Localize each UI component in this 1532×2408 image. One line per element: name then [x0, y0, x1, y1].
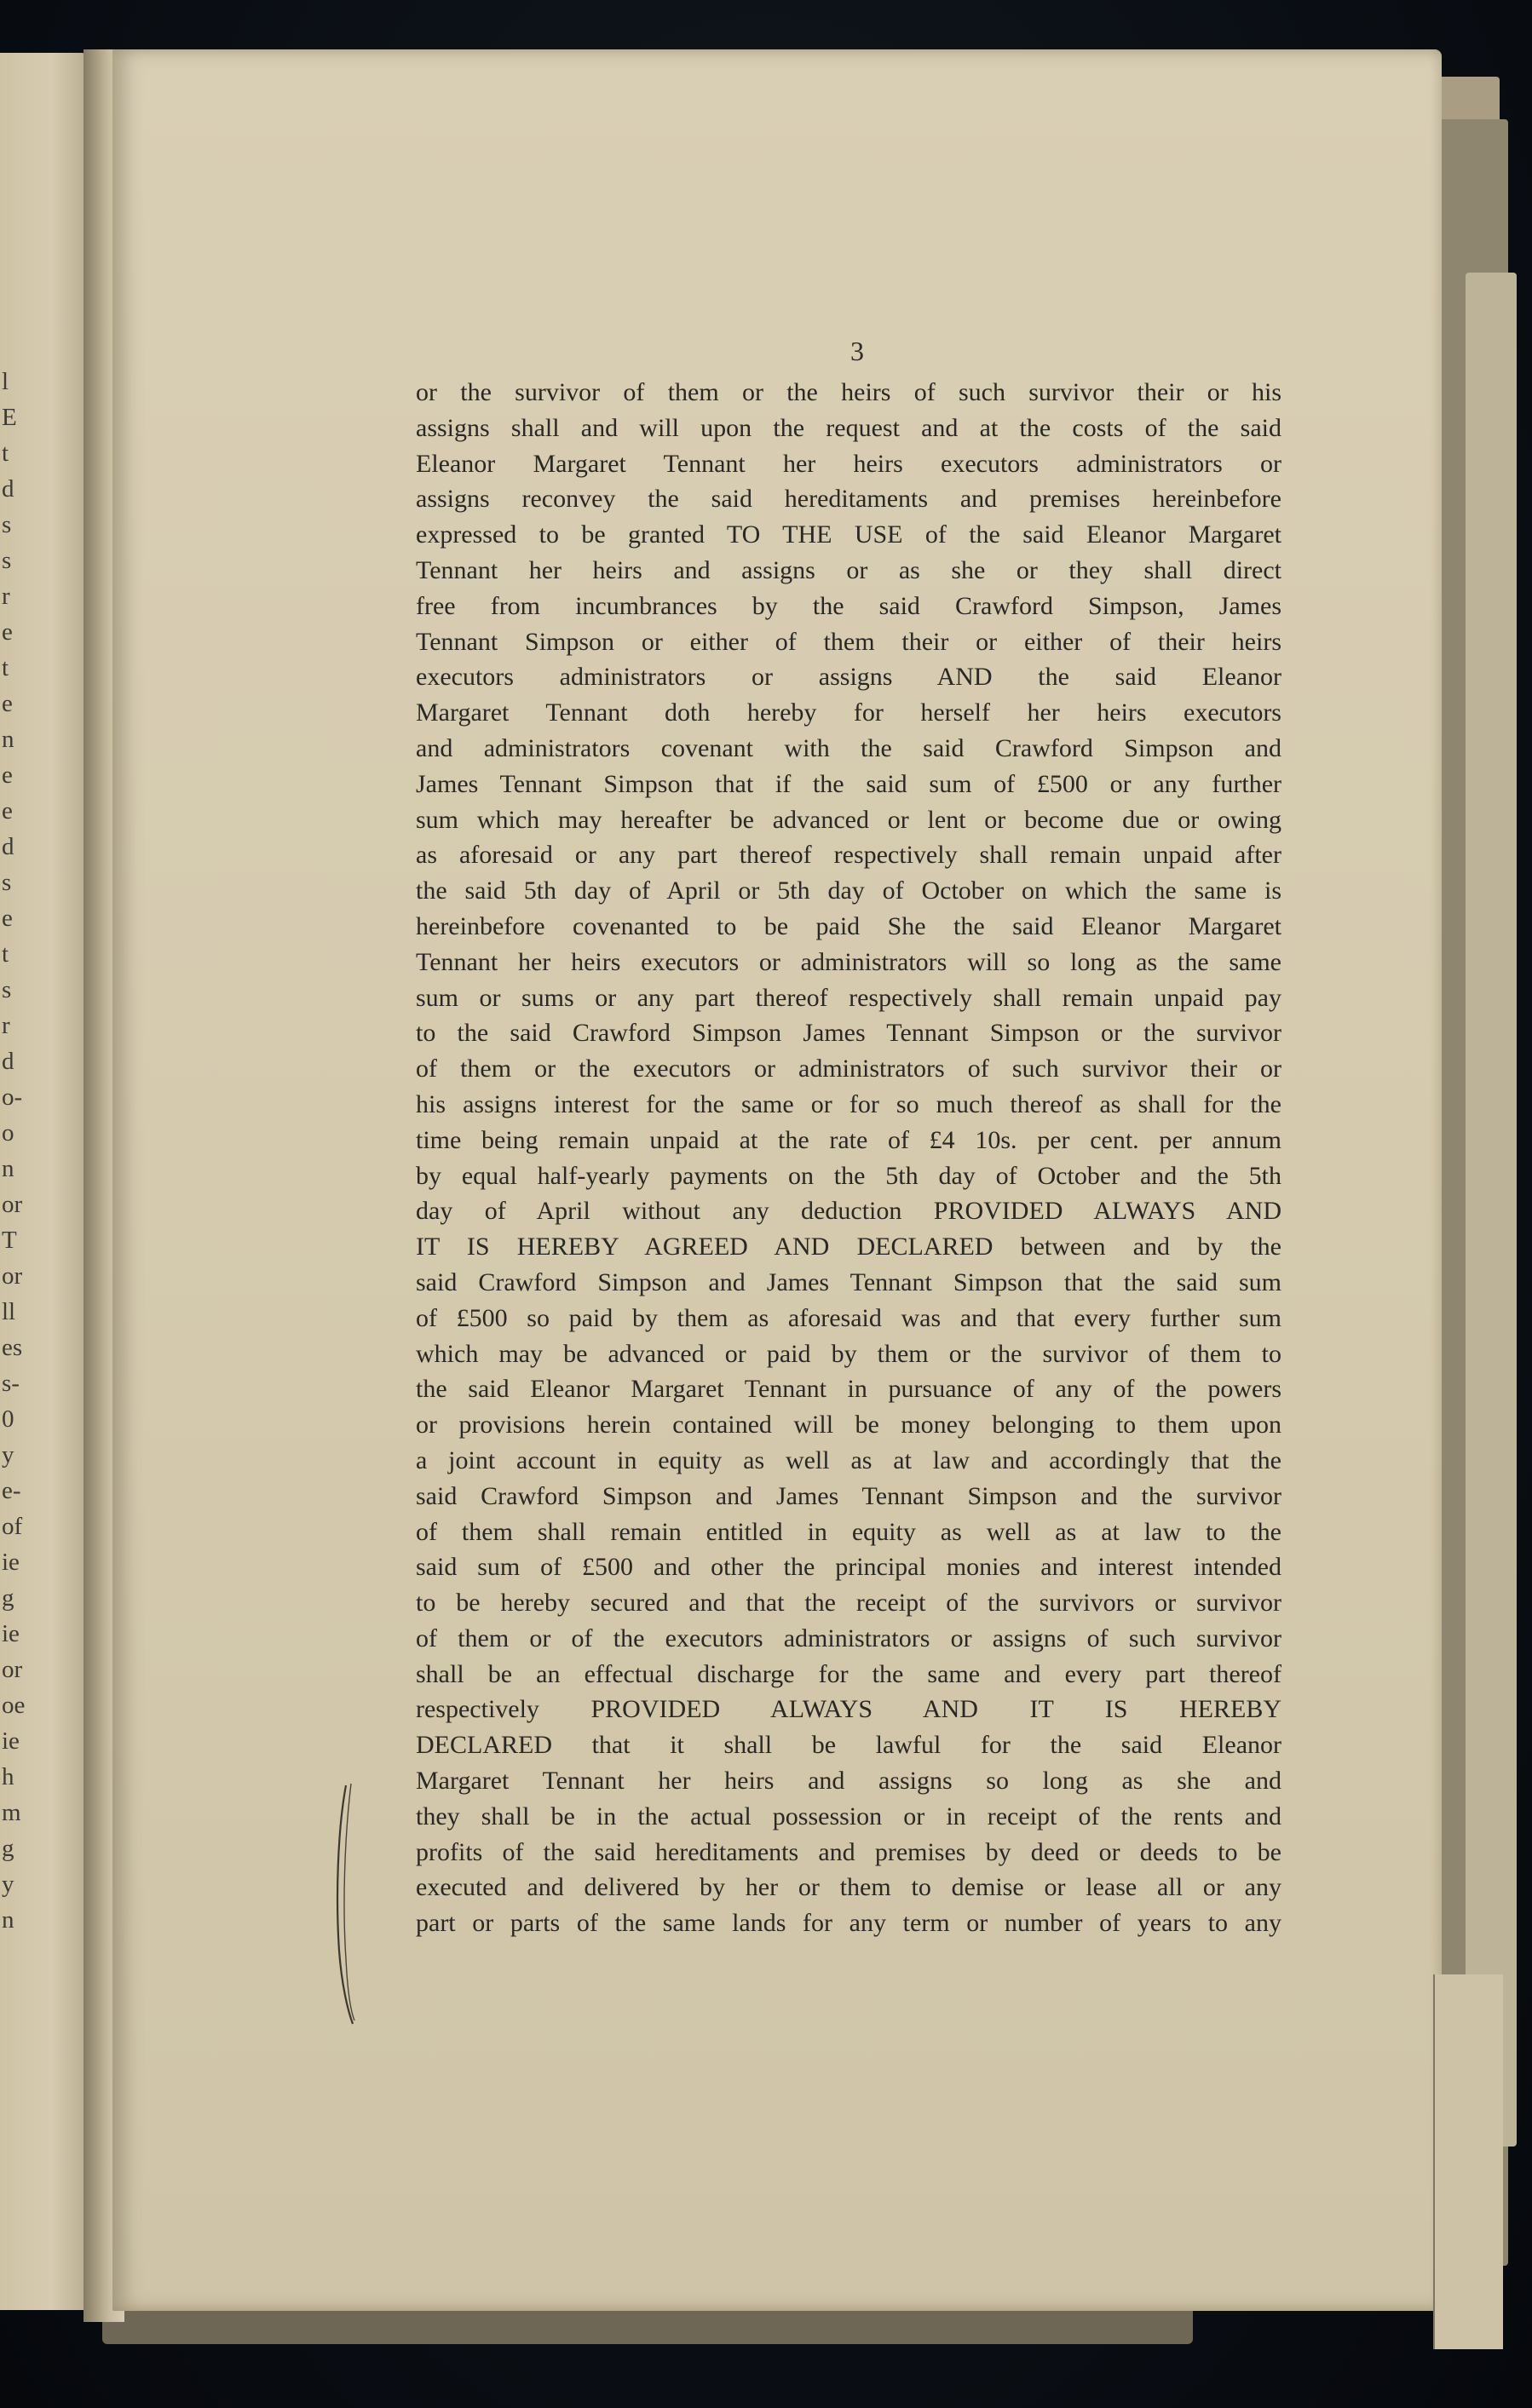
- left-page-fragment: ie: [2, 1727, 20, 1755]
- left-page-fragment: r: [2, 583, 10, 610]
- text-line: Tennant her heirs and assigns or as she or they shall direct: [416, 555, 1281, 584]
- text-line: of £500 so paid by them as aforesaid was and that every further sum: [416, 1303, 1281, 1332]
- text-line: the said Eleanor Margaret Tennant in pursuance of any of the powers: [416, 1375, 1281, 1404]
- text-line: and administrators covenant with the said Crawford Simpson and: [416, 733, 1281, 762]
- left-page-fragment: d: [2, 475, 14, 503]
- left-page-fragment: t: [2, 940, 9, 968]
- text-line: expressed to be granted TO THE USE of the said Eleanor Margaret: [416, 520, 1281, 549]
- left-page-fragment: h: [2, 1763, 14, 1790]
- left-page-fragment: t: [2, 440, 9, 467]
- text-line: to the said Crawford Simpson James Tennant Simpson or the survivor: [416, 1019, 1281, 1048]
- text-line: or the survivor of them or the heirs of such survivor their or his: [416, 378, 1281, 406]
- left-page-remnant: [0, 53, 87, 2310]
- page-number: 3: [850, 336, 864, 366]
- text-line: which may be advanced or paid by them or the survivor of them to: [416, 1339, 1281, 1368]
- text-line: DECLARED that it shall be lawful for the said Eleanor: [416, 1731, 1281, 1760]
- left-page-fragment: T: [2, 1227, 17, 1254]
- text-line: day of April without any deduction PROVIDED ALWAYS AND: [416, 1197, 1281, 1226]
- left-page-fragment: g: [2, 1835, 14, 1862]
- text-line: said sum of £500 and other the principal monies and interest intended: [416, 1553, 1281, 1582]
- page-tab-strip: [1433, 1974, 1503, 2349]
- text-line: of them shall remain entitled in equity as well as at law to the: [416, 1517, 1281, 1546]
- left-page-fragment: e: [2, 905, 13, 932]
- left-page-fragment: or: [2, 1191, 23, 1218]
- left-page-fragment: es: [2, 1334, 23, 1361]
- text-line: a joint account in equity as well as at law and accordingly that the: [416, 1445, 1281, 1474]
- left-page-fragment: l: [2, 368, 9, 395]
- text-line: or provisions herein contained will be money belonging to them upon: [416, 1411, 1281, 1440]
- left-page-fragment: e-: [2, 1477, 21, 1504]
- text-line: James Tennant Simpson that if the said sum of £500 or any further: [416, 769, 1281, 798]
- left-page-fragment: y: [2, 1871, 14, 1898]
- text-line: executors administrators or assigns AND the said Eleanor: [416, 663, 1281, 692]
- text-line: Tennant Simpson or either of them their or either of their heirs: [416, 627, 1281, 656]
- margin-pencil-mark: [327, 1780, 361, 2027]
- left-page-fragment: oe: [2, 1692, 26, 1719]
- left-page-fragment: or: [2, 1656, 23, 1683]
- text-line: of them or the executors or administrators of such survivor their or: [416, 1055, 1281, 1083]
- left-page-fragment: y: [2, 1441, 14, 1468]
- left-page-fragment: r: [2, 1012, 10, 1039]
- text-line: free from incumbrances by the said Crawford Simpson, James: [416, 591, 1281, 620]
- left-page-fragment: s: [2, 547, 12, 574]
- text-line: shall be an effectual discharge for the same and every part thereof: [416, 1659, 1281, 1688]
- text-line: sum or sums or any part thereof respectively shall remain unpaid pay: [416, 983, 1281, 1012]
- left-page-fragment: or: [2, 1262, 23, 1290]
- text-line: respectively PROVIDED ALWAYS AND IT IS HEREBY: [416, 1695, 1281, 1724]
- text-line: hereinbefore covenanted to be paid She the said Eleanor Margaret: [416, 911, 1281, 940]
- left-page-fragment: of: [2, 1513, 23, 1540]
- text-line: part or parts of the same lands for any term or number of years to any: [416, 1909, 1281, 1938]
- text-line: Margaret Tennant doth hereby for herself her heirs executors: [416, 698, 1281, 727]
- text-line: assigns reconvey the said hereditaments and premises hereinbefore: [416, 485, 1281, 514]
- left-page-fragment: d: [2, 1048, 14, 1075]
- left-page-fragment: o: [2, 1119, 14, 1147]
- left-page-fragment: s: [2, 976, 12, 1003]
- left-page-fragment: d: [2, 833, 14, 860]
- left-page-fragment: s: [2, 869, 12, 896]
- text-line: executed and delivered by her or them to demise or lease all or any: [416, 1873, 1281, 1902]
- left-page-fragment: e: [2, 761, 13, 789]
- text-line: by equal half-yearly payments on the 5th day of October and the 5th: [416, 1161, 1281, 1190]
- left-page-fragment: ll: [2, 1298, 16, 1325]
- left-page-fragment: e: [2, 618, 13, 646]
- text-line: sum which may hereafter be advanced or lent or become due or owing: [416, 805, 1281, 834]
- text-line: his assigns interest for the same or for so much thereof as shall for the: [416, 1089, 1281, 1118]
- text-line: assigns shall and will upon the request and at the costs of the said: [416, 413, 1281, 442]
- left-page-fragment: E: [2, 404, 17, 431]
- book-edge-layer: [1466, 273, 1517, 2147]
- text-line: Tennant her heirs executors or administrators will so long as the same: [416, 947, 1281, 976]
- text-line: profits of the said hereditaments and premises by deed or deeds to be: [416, 1837, 1281, 1866]
- text-line: time being remain unpaid at the rate of £4 10s. per cent. per annum: [416, 1125, 1281, 1154]
- text-line: said Crawford Simpson and James Tennant Simpson and the survivor: [416, 1481, 1281, 1510]
- left-page-fragment: e: [2, 690, 13, 717]
- text-line: said Crawford Simpson and James Tennant Simpson that the said sum: [416, 1267, 1281, 1296]
- text-line: IT IS HEREBY AGREED AND DECLARED between and by the: [416, 1233, 1281, 1261]
- text-line: Margaret Tennant her heirs and assigns so long as she and: [416, 1767, 1281, 1796]
- text-line: they shall be in the actual possession or in receipt of the rents and: [416, 1802, 1281, 1830]
- left-page-fragment: t: [2, 654, 9, 681]
- left-page-fragment: s-: [2, 1370, 20, 1397]
- text-line: as aforesaid or any part thereof respectively shall remain unpaid after: [416, 841, 1281, 870]
- text-line: of them or of the executors administrators or assigns of such survivor: [416, 1624, 1281, 1652]
- left-page-fragment: n: [2, 1906, 14, 1934]
- book-bottom-edge: [102, 2308, 1193, 2344]
- body-text: [416, 375, 1281, 1941]
- left-page-fragment: e: [2, 797, 13, 825]
- text-line: Eleanor Margaret Tennant her heirs executors administrators or: [416, 449, 1281, 478]
- left-page-fragment: o-: [2, 1083, 23, 1111]
- left-page-fragment: n: [2, 1155, 14, 1182]
- text-line: the said 5th day of April or 5th day of October on which the same is: [416, 876, 1281, 905]
- left-page-fragment: ie: [2, 1620, 20, 1647]
- left-page-fragment: g: [2, 1584, 14, 1612]
- left-page-fragment: s: [2, 511, 12, 538]
- left-page-fragment: n: [2, 726, 14, 753]
- left-page-fragment: 0: [2, 1405, 14, 1433]
- left-page-fragment: ie: [2, 1549, 20, 1576]
- left-page-fragment: m: [2, 1799, 21, 1826]
- text-line: to be hereby secured and that the receipt of the survivors or survivor: [416, 1589, 1281, 1618]
